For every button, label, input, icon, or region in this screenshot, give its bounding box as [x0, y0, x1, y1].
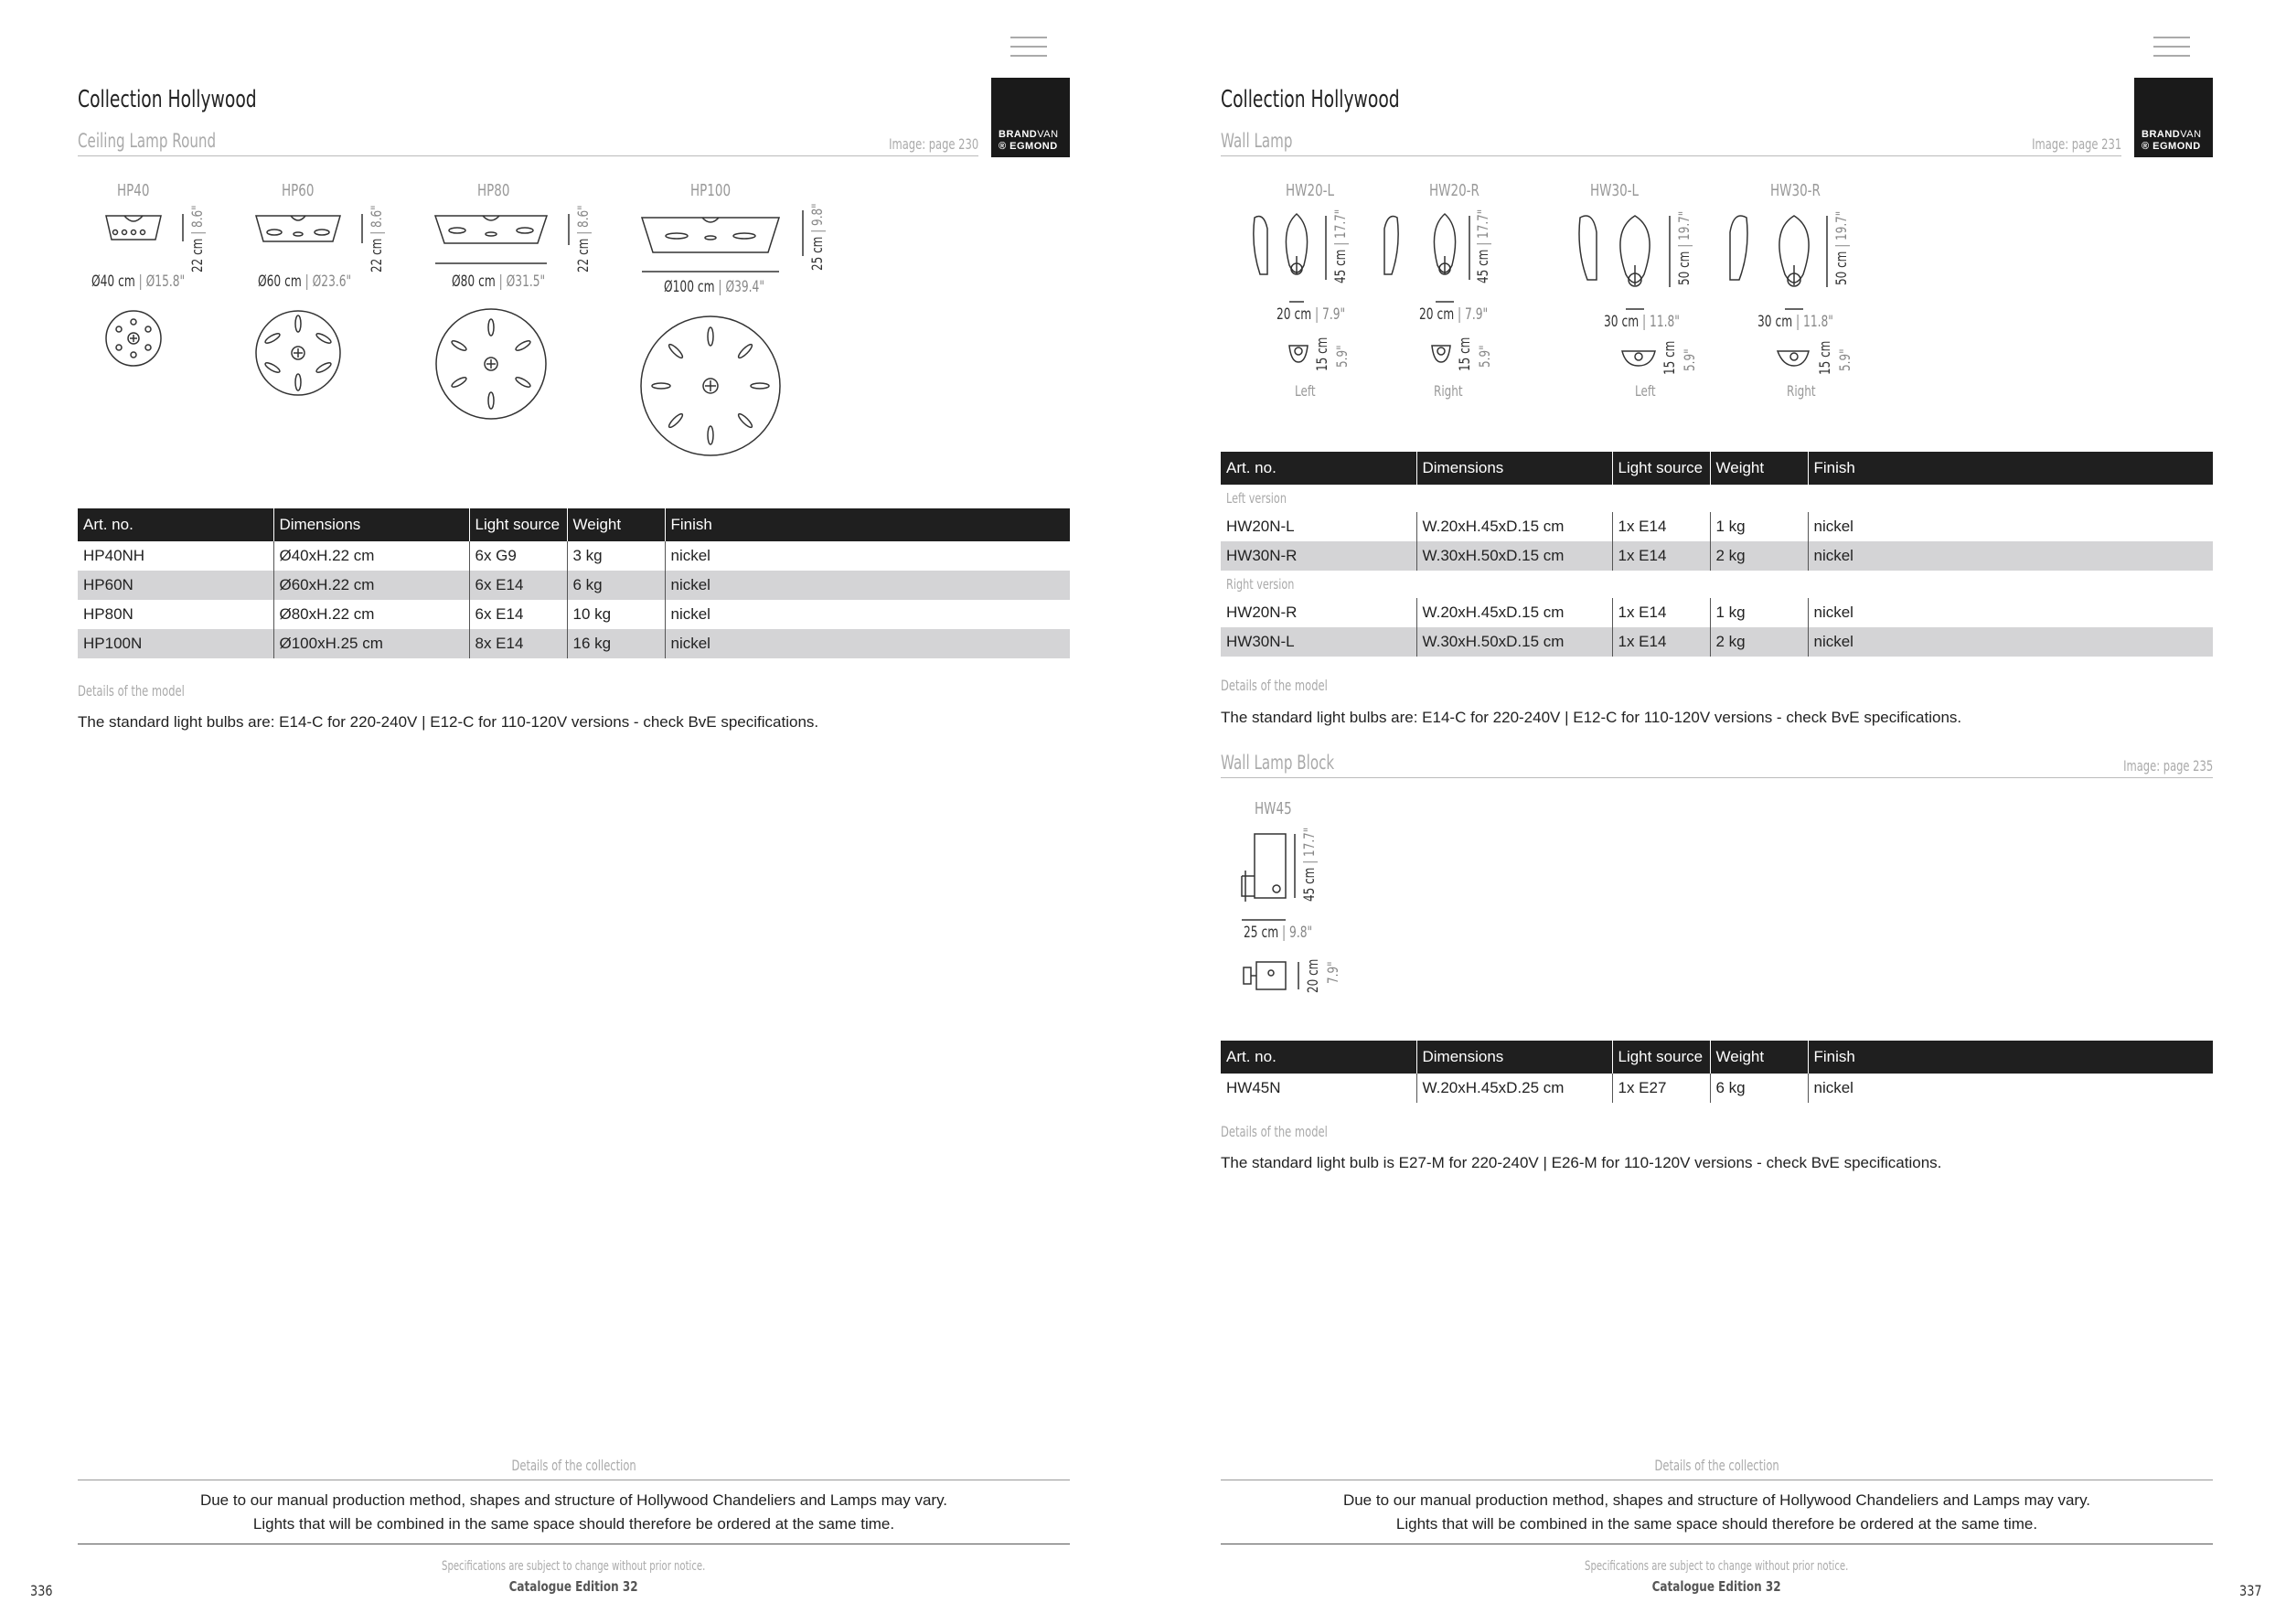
collection-title: Collection Hollywood	[78, 86, 257, 113]
table-row: HW30N-L W.30xH.50xD.15 cm 1x E14 2 kg nickel	[1221, 627, 2213, 657]
hw30-l-height: 50 cm | 19.7"	[1675, 210, 1693, 285]
model-label-hw20-l: HW20-L	[1286, 181, 1335, 200]
table-row: HP60N Ø60xH.22 cm 6x E14 6 kg nickel	[78, 571, 1070, 600]
hw20-r-side-label: Right	[1434, 382, 1463, 400]
details-model-label: Details of the model	[1221, 677, 1328, 694]
table-header	[1221, 452, 2213, 485]
hp40-height: 22 cm | 8.6"	[188, 205, 206, 272]
hw30-l-depth-in: 5.9"	[1681, 348, 1698, 371]
hw20-r-depth-in: 5.9"	[1476, 345, 1493, 368]
hp60-diameter: Ø60 cm | Ø23.6"	[258, 272, 352, 291]
details-model-text: The standard light bulbs are: E14-C for 220-240V | E12-C for 110-120V versions - check BvE specifications.	[78, 713, 819, 731]
hw30-r-depth: 15 cm	[1816, 340, 1833, 375]
ceiling-lamp-drawings	[0, 0, 1143, 475]
col-dimensions: Dimensions	[1416, 1041, 1612, 1074]
table-header	[1221, 1041, 2213, 1074]
col-art-no: Art. no.	[1221, 1041, 1416, 1074]
col-dimensions: Dimensions	[1416, 452, 1612, 485]
details-model-label: Details of the model	[78, 682, 185, 700]
hw45-width: 25 cm | 9.8"	[1244, 924, 1313, 942]
hw30-r-side-label: Right	[1787, 382, 1816, 400]
group-row: Left version	[1226, 490, 1287, 507]
table-header	[78, 508, 1070, 541]
table-row: HW20N-L W.20xH.45xD.15 cm 1x E14 1 kg nickel	[1221, 512, 2213, 541]
model-label-hp40: HP40	[117, 181, 150, 200]
hw45-depth: 20 cm	[1304, 958, 1321, 993]
hp80-diameter: Ø80 cm | Ø31.5"	[452, 272, 546, 291]
col-art-no: Art. no.	[78, 508, 273, 541]
page-number: 336	[30, 1582, 53, 1599]
col-light-source: Light source	[1612, 1041, 1710, 1074]
col-light-source: Light source	[1612, 452, 1710, 485]
col-finish: Finish	[1808, 452, 2213, 485]
table-row: HW20N-R W.20xH.45xD.15 cm 1x E14 1 kg nickel	[1221, 598, 2213, 627]
hw30-r-depth-in: 5.9"	[1836, 348, 1853, 371]
hp40-diameter: Ø40 cm | Ø15.8"	[91, 272, 186, 291]
model-label-hp60: HP60	[282, 181, 315, 200]
hp40-side-view	[106, 216, 161, 240]
col-art-no: Art. no.	[1221, 452, 1416, 485]
col-weight: Weight	[1710, 1041, 1808, 1074]
model-label-hw45: HW45	[1255, 799, 1292, 818]
col-finish: Finish	[1808, 1041, 2213, 1074]
hw20-r-side	[1384, 217, 1398, 275]
collection-details-label: Details of the collection	[1654, 1457, 1779, 1474]
brand-logo: BRANDVAN ® EGMOND	[2134, 78, 2213, 157]
group-row: Right version	[1226, 576, 1295, 593]
hw30-r-height: 50 cm | 19.7"	[1832, 210, 1850, 285]
block-details-text: The standard light bulb is E27-M for 220-240V | E26-M for 110-120V versions - check BvE specifications.	[1221, 1154, 1942, 1171]
hp60-side-view	[256, 216, 340, 241]
wall-lamp-block-spec-table	[1221, 1041, 2213, 1103]
ceiling-lamp-spec-table	[78, 508, 1070, 658]
details-model-text: The standard light bulbs are: E14-C for 220-240V | E12-C for 110-120V versions - check BvE specifications.	[1221, 709, 1962, 726]
hw20-l-width: 20 cm | 7.9"	[1277, 305, 1346, 324]
table-row: HP100N Ø100xH.25 cm 8x E14 16 kg nickel	[78, 629, 1070, 658]
hp80-height: 22 cm | 8.6"	[574, 205, 592, 272]
hw30-r-width: 30 cm | 11.8"	[1757, 313, 1833, 331]
wall-lamp-spec-table	[1221, 452, 2213, 657]
collection-details-label: Details of the collection	[511, 1457, 636, 1474]
block-image-reference[interactable]: Image: page 235	[2122, 757, 2213, 775]
col-finish: Finish	[665, 508, 1070, 541]
table-row: HW30N-R W.30xH.50xD.15 cm 1x E14 2 kg nickel	[1221, 541, 2213, 571]
hw45-side	[1255, 834, 1286, 898]
hw20-r-height: 45 cm | 17.7"	[1474, 208, 1491, 283]
right-page	[1143, 0, 2286, 1624]
hw20-r-width: 20 cm | 7.9"	[1419, 305, 1489, 324]
hp60-height: 22 cm | 8.6"	[368, 205, 385, 272]
hw30-r-side	[1730, 216, 1747, 280]
section-title: Wall Lamp	[1221, 130, 1293, 152]
block-section-rule	[1221, 777, 2213, 778]
model-label-hp80: HP80	[477, 181, 510, 200]
hw30-l-width: 30 cm | 11.8"	[1604, 313, 1680, 331]
image-reference[interactable]: Image: page 230	[888, 135, 978, 153]
hp100-height: 25 cm | 9.8"	[808, 203, 826, 271]
table-row: HP40NH Ø40xH.22 cm 6x G9 3 kg nickel	[78, 541, 1070, 571]
catalogue-edition: Catalogue Edition 32	[509, 1578, 638, 1595]
model-label-hw30-l: HW30-L	[1590, 181, 1640, 200]
hw20-l-side-label: Left	[1295, 382, 1316, 400]
block-section-title: Wall Lamp Block	[1221, 752, 1335, 774]
hw20-l-depth: 15 cm	[1313, 337, 1330, 371]
page-number: 337	[2239, 1582, 2262, 1599]
catalogue-edition: Catalogue Edition 32	[1652, 1578, 1781, 1595]
col-light-source: Light source	[469, 508, 567, 541]
hp100-diameter: Ø100 cm | Ø39.4"	[664, 278, 764, 296]
block-details-label: Details of the model	[1221, 1123, 1328, 1140]
model-label-hw20-r: HW20-R	[1429, 181, 1479, 200]
hw45-depth-in: 7.9"	[1324, 961, 1341, 984]
brand-logo: BRANDVAN ® EGMOND	[991, 78, 1070, 157]
table-row: HP80N Ø80xH.22 cm 6x E14 10 kg nickel	[78, 600, 1070, 629]
collection-title: Collection Hollywood	[1221, 86, 1400, 113]
spec-notice: Specifications are subject to change without prior notice.	[442, 1559, 706, 1574]
col-dimensions: Dimensions	[273, 508, 469, 541]
section-title: Ceiling Lamp Round	[78, 130, 217, 152]
hw30-l-depth: 15 cm	[1661, 340, 1678, 375]
col-weight: Weight	[1710, 452, 1808, 485]
hw45-height: 45 cm | 17.7"	[1300, 827, 1318, 902]
model-label-hw30-r: HW30-R	[1770, 181, 1821, 200]
collection-details-text: Due to our manual production method, shapes and structure of Hollywood Chandeliers and Lamps may vary. Lights that will be combined in the same space should therefore be ordered at the same time.	[1342, 1491, 2091, 1533]
hw20-l-depth-in: 5.9"	[1333, 345, 1351, 368]
table-row: HW45N W.20xH.45xD.25 cm 1x E27 6 kg nickel	[1221, 1074, 2213, 1103]
hw20-l-height: 45 cm | 17.7"	[1331, 208, 1349, 283]
hw20-r-depth: 15 cm	[1456, 337, 1473, 371]
hw30-l-side-label: Left	[1635, 382, 1656, 400]
hw30-l-side	[1579, 216, 1597, 280]
col-weight: Weight	[567, 508, 665, 541]
model-label-hp100: HP100	[690, 181, 732, 200]
spec-notice: Specifications are subject to change without prior notice.	[1585, 1559, 1849, 1574]
image-reference[interactable]: Image: page 231	[2031, 135, 2121, 153]
collection-details-text: Due to our manual production method, shapes and structure of Hollywood Chandeliers and Lamps may vary. Lights that will be combined in the same space should therefore be ordered at the same time.	[199, 1491, 948, 1533]
hw20-l-side	[1254, 217, 1267, 275]
